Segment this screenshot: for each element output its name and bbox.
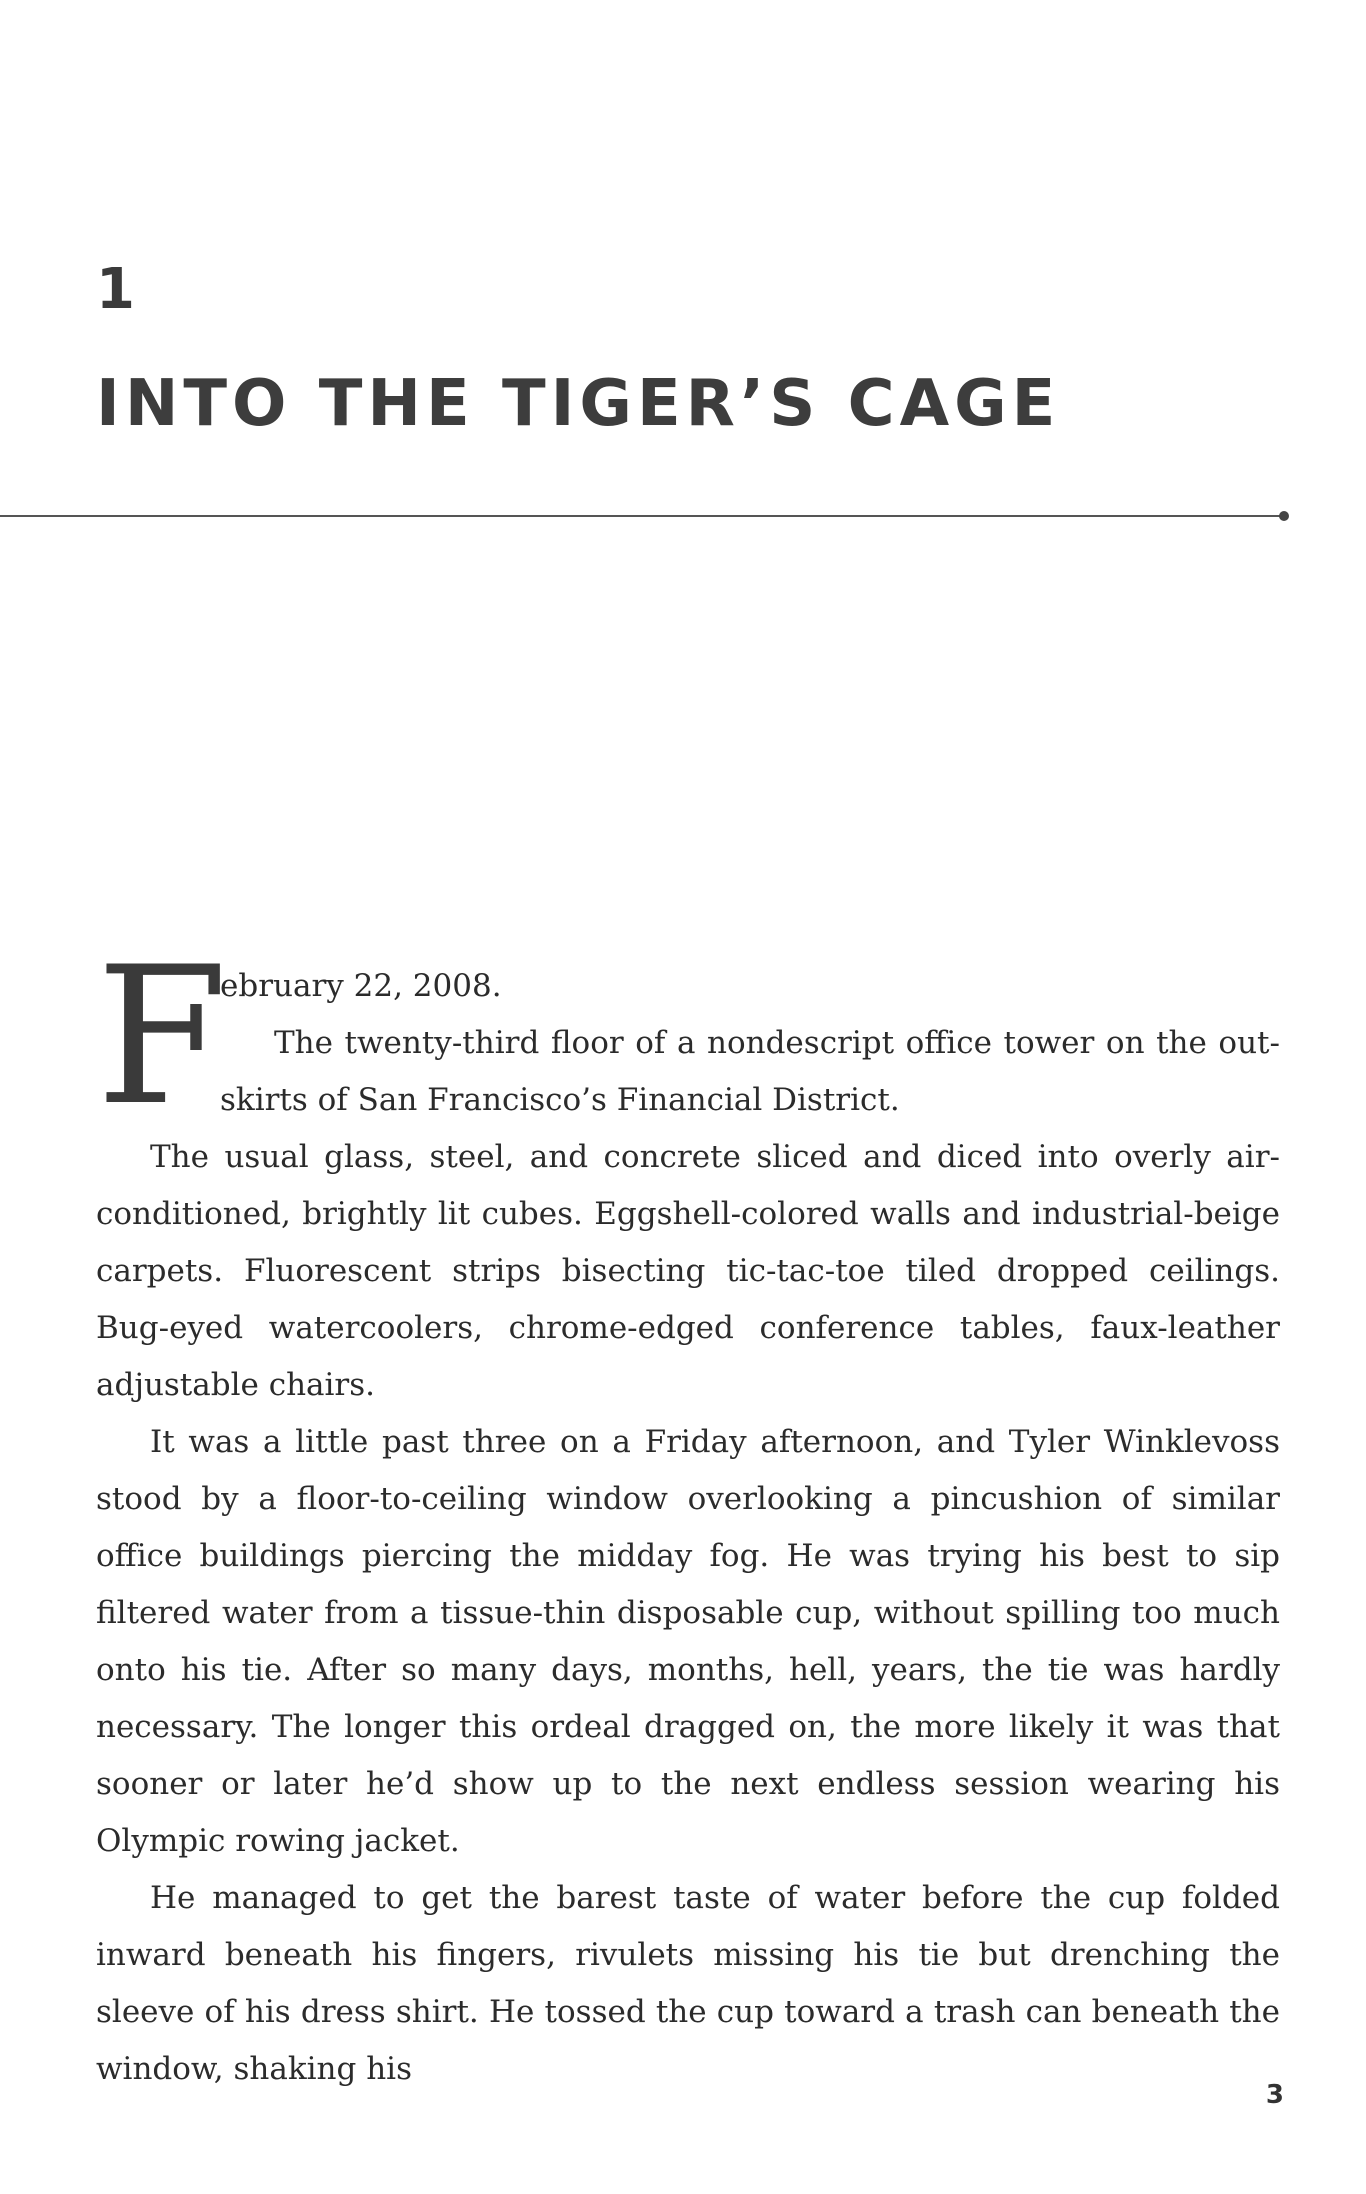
- chapter-title: INTO THE TIGER’S CAGE: [96, 367, 1061, 441]
- divider-dot-ornament: [1279, 511, 1289, 521]
- chapter-divider-line: [0, 515, 1284, 517]
- chapter-number: 1: [96, 257, 135, 322]
- chapter-body: [96, 926, 1280, 2098]
- body-paragraph: It was a little past three on a Friday afternoon, and Tyler Winklevoss stood by a floor-to-ceiling window overlooking a pincushion of similar office buildings piercing the midday fog. He was trying his best to sip filtered water from a tissue-thin disposable cup, without spilling too much onto his tie. After so many days, months, hell, years, the tie was hardly necessary. The longer this ordeal dragged on, the more likely it was that sooner or later he’d show up to the next endless session wearing his Olympic rowing jacket.: [96, 1424, 1280, 1859]
- body-paragraph: He managed to get the barest taste of water before the cup folded inward beneath his fingers, rivulets missing his tie but drenching the sleeve of his dress shirt. He tossed the cup toward a trash can beneath the window, shaking his: [96, 1880, 1280, 2087]
- dateline: ebruary 22, 2008.: [220, 968, 502, 1004]
- opening-line: The twenty-third floor of a nondescript office tower on the out-skirts of San Francisco’s Financial District.: [220, 1025, 1280, 1118]
- page-number: 3: [1265, 2080, 1284, 2110]
- body-paragraph: The usual glass, steel, and concrete sliced and diced into overly air-conditioned, brightly lit cubes. Eggshell-colored walls and industrial-beige carpets. Fluorescent strips bisecting tic-tac-toe tiled dropped ceilings. Bug-eyed watercoolers, chrome-edged conference tables, faux-leather adjustable chairs.: [96, 1139, 1280, 1403]
- opening-paragraph: [96, 926, 1280, 1147]
- drop-cap: F: [96, 926, 228, 1147]
